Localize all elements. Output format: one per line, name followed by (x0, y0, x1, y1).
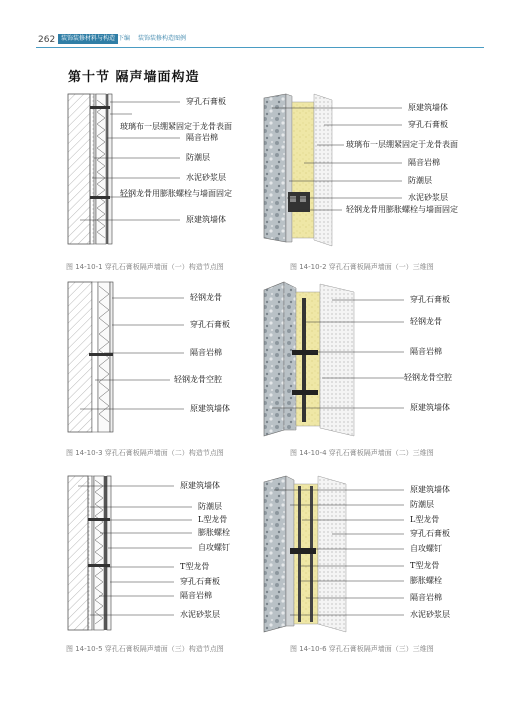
figure-4-3d-view (262, 280, 472, 438)
figure-1-label-glass-cloth: 玻璃布一层绷紧固定于龙骨表面 (120, 122, 232, 131)
figure-5-label-t-keel: T型龙骨 (180, 562, 210, 571)
header-book-tag: 装饰装修材料与构造 (58, 34, 118, 44)
figure-5-label-screw: 自攻螺钉 (198, 543, 230, 552)
figure-2-drawing (262, 92, 472, 252)
figure-4-label-perforated-board: 穿孔石膏板 (410, 295, 450, 304)
figure-5-node-detail (60, 474, 260, 636)
figure-5-label-damp-proof: 防潮层 (198, 502, 222, 511)
figure-2-label-keel-bolt: 轻钢龙骨用膨胀螺栓与墙面固定 (346, 205, 458, 214)
header-chapter-label: 装饰装修构造图例 (138, 35, 187, 42)
figure-2-label-rock-wool: 隔音岩棉 (408, 158, 440, 167)
figure-5-caption: 图 14-10-5 穿孔石膏板隔声墙面（三）构造节点图 (66, 645, 224, 653)
figure-1-label-damp-proof: 防潮层 (186, 153, 210, 162)
figure-3-caption: 图 14-10-3 穿孔石膏板隔声墙面（二）构造节点图 (66, 449, 224, 457)
figure-6-label-t-keel: T型龙骨 (410, 561, 440, 570)
figure-3-node-detail (60, 280, 260, 438)
figure-4-label-original-wall: 原建筑墙体 (410, 403, 450, 412)
figure-5-label-perforated-board: 穿孔石膏板 (180, 577, 220, 586)
figure-3-drawing (60, 280, 260, 438)
figure-1-node-detail (60, 92, 260, 252)
figure-6-caption: 图 14-10-6 穿孔石膏板隔声墙面（三）三维图 (290, 645, 434, 653)
figure-2-3d-view (262, 92, 472, 252)
figure-6-label-original-wall: 原建筑墙体 (410, 485, 450, 494)
figure-5-label-original-wall: 原建筑墙体 (180, 481, 220, 490)
figure-5-drawing (60, 474, 260, 636)
figure-1-drawing (60, 92, 260, 252)
figure-3-label-keel-cavity: 轻钢龙骨空腔 (174, 375, 222, 384)
figure-2-label-original-wall: 原建筑墙体 (408, 103, 448, 112)
section-title: 第十节 隔声墙面构造 (68, 70, 200, 85)
figure-1-caption: 图 14-10-1 穿孔石膏板隔声墙面（一）构造节点图 (66, 263, 224, 271)
figure-3-label-rock-wool: 隔音岩棉 (190, 348, 222, 357)
figure-4-label-keel: 轻钢龙骨 (410, 317, 442, 326)
figure-6-label-mortar: 水泥砂浆层 (410, 610, 450, 619)
figure-6-label-damp-proof: 防潮层 (410, 500, 434, 509)
figure-5-label-expansion-bolt: 膨胀螺栓 (198, 528, 230, 537)
figure-1-label-rock-wool: 隔音岩棉 (186, 133, 218, 142)
figure-6-label-rock-wool: 隔音岩棉 (410, 593, 442, 602)
figure-4-caption: 图 14-10-4 穿孔石膏板隔声墙面（二）三维图 (290, 449, 434, 457)
figure-2-caption: 图 14-10-2 穿孔石膏板隔声墙面（一）三维图 (290, 263, 434, 271)
page-header (0, 0, 520, 48)
figure-2-label-mortar: 水泥砂浆层 (408, 193, 448, 202)
figure-6-label-perforated-board: 穿孔石膏板 (410, 529, 450, 538)
figure-3-label-original-wall: 原建筑墙体 (190, 404, 230, 413)
figure-1-label-perforated-board: 穿孔石膏板 (186, 97, 226, 106)
figure-3-label-keel: 轻钢龙骨 (190, 293, 222, 302)
figure-6-label-expansion-bolt: 膨胀螺栓 (410, 576, 442, 585)
figure-4-label-keel-cavity: 轻钢龙骨空腔 (404, 373, 452, 382)
figure-4-label-rock-wool: 隔音岩棉 (410, 347, 442, 356)
page-number: 262 (38, 35, 56, 45)
header-part-label: 下编 (118, 35, 131, 42)
figure-5-label-rock-wool: 隔音岩棉 (180, 591, 212, 600)
figure-5-label-l-keel: L型龙骨 (198, 515, 228, 524)
figure-6-label-l-keel: L型龙骨 (410, 515, 440, 524)
figure-6-3d-view (262, 474, 472, 636)
figure-1-label-keel-bolt: 轻钢龙骨用膨胀螺栓与墙面固定 (120, 189, 232, 198)
figure-3-label-perforated-board: 穿孔石膏板 (190, 320, 230, 329)
figure-2-label-perforated-board: 穿孔石膏板 (408, 120, 448, 129)
figure-5-label-mortar: 水泥砂浆层 (180, 610, 220, 619)
figure-2-label-damp-proof: 防潮层 (408, 176, 432, 185)
figure-2-label-glass-cloth: 玻璃布一层绷紧固定于龙骨表面 (346, 140, 458, 149)
figure-1-label-mortar: 水泥砂浆层 (186, 173, 226, 182)
figure-1-label-original-wall: 原建筑墙体 (186, 215, 226, 224)
figure-6-label-screw: 自攻螺钉 (410, 544, 442, 553)
header-rule (36, 47, 484, 48)
